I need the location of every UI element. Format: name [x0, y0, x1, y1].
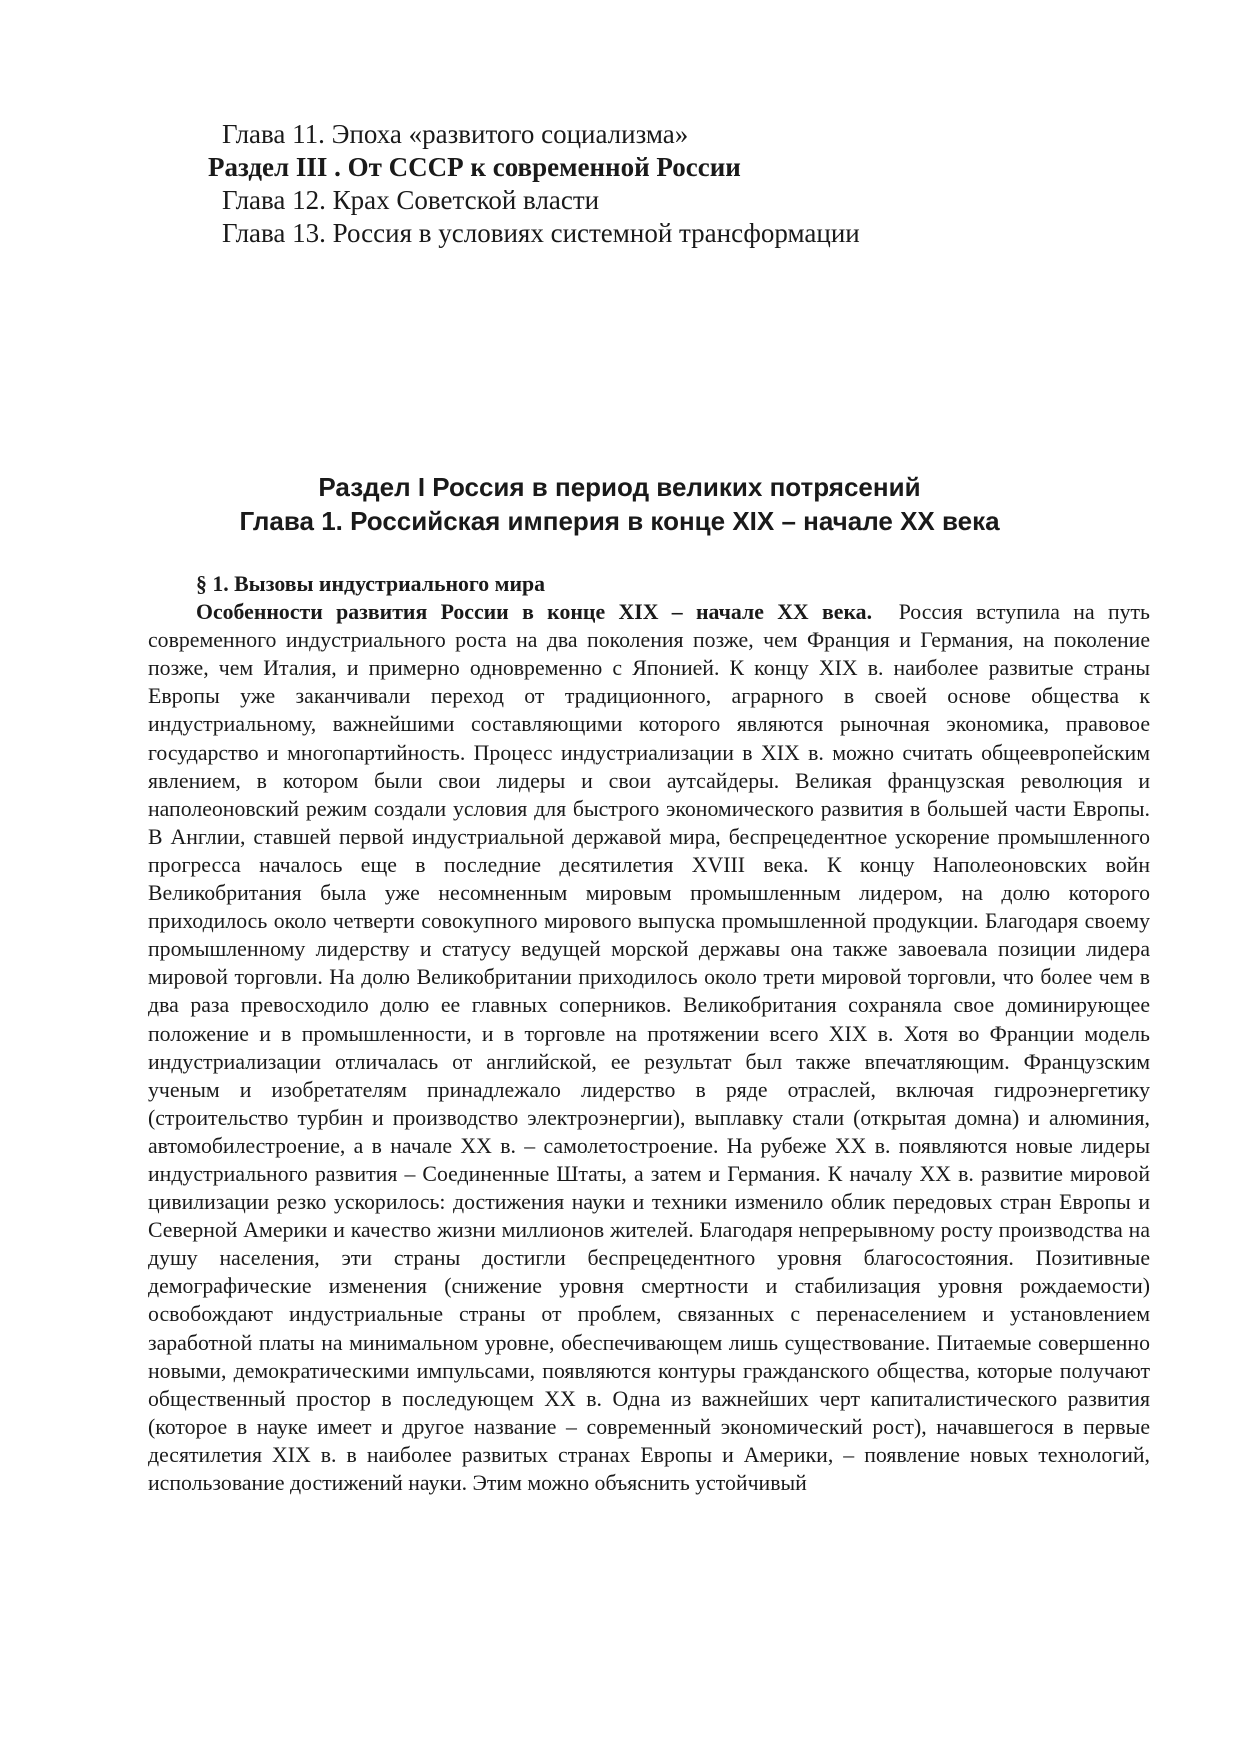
body-paragraph [148, 598, 1150, 1497]
toc-section-3: Раздел III . От СССР к современной России [208, 152, 741, 182]
toc-chapter-12: Глава 12. Крах Советской власти [222, 185, 600, 215]
headings-block [0, 470, 1239, 538]
section-heading: Раздел I Россия в период великих потрясений [318, 472, 921, 502]
body-text [148, 570, 1150, 1497]
paragraph-title: § 1. Вызовы индустриального мира [196, 572, 546, 596]
paragraph-text: Россия вступила на путь современного индустриального роста на два поколения позже, чем Франция и Германия, на поколение позже, чем Италия, и примерно одновременно с Японией. К концу XIX в. наиболее развитые страны Европы уже заканчивали переход от традиционного, аграрного в своей основе общества к индустриальному, важнейшими составляющими которого являются рыночная экономика, правовое государство и многопартийность. Процесс индустриализации в XIX в. можно считать общеевропейским явлением, в котором были свои лидеры и свои аутсайдеры. Великая французская революция и наполеоновский режим создали условия для быстрого экономического развития в большей части Европы. В Англии, ставшей первой индустриальной державой мира, беспрецедентное ускорение промышленного прогресса началось еще в последние десятилетия XVIII века. К концу Наполеоновских войн Великобритания была уже несомненным мировым промышленным лидером, на долю которого приходилось около четверти совокупного мирового выпуска промышленной продукции. Благодаря своему промышленному лидерству и статусу ведущей морской державы она также завоевала позиции лидера мировой торговли. На долю Великобритании приходилось около трети мировой торговли, что более чем в два раза превосходило долю ее главных соперников. Великобритания сохраняла свое доминирующее положение и в промышленности, и в торговле на протяжении всего XIX в. Хотя во Франции модель индустриализации отличалась от английской, ее результат был также впечатляющим. Французским ученым и изобретателям принадлежало лидерство в ряде отраслей, включая гидроэнергетику (строительство турбин и производство электроэнергии), выплавку стали (открытая домна) и алюминия, автомобилестроение, а в начале XX в. – самолетостроение. На рубеже XX в. появляются новые лидеры индустриального развития – Соединенные Штаты, а затем и Германия. К началу XX в. развитие мировой цивилизации резко ускорилось: достижения науки и техники изменило облик передовых стран Европы и Северной Америки и качество жизни миллионов жителей. Благодаря непрерывному росту производства на душу населения, эти страны достигли беспрецедентного уровня благосостояния. Позитивные демографические изменения (снижение уровня смертности и стабилизация уровня рождаемости) освобождают индустриальные страны от проблем, связанных с перенаселением и установлением заработной платы на минимальном уровне, обеспечивающем лишь существование. Питаемые совершенно новыми, демократическими импульсами, появляются контуры гражданского общества, которые получают общественный простор в последующем XX в. Одна из важнейших черт капиталистического развития (которое в науке имеет и другое название – современный экономический рост), начавшегося в первые десятилетия XIX в. в наиболее развитых странах Европы и Америки, – появление новых технологий, использование достижений науки. Этим можно объяснить устойчивый [148, 600, 1150, 1495]
chapter-heading: Глава 1. Российская империя в конце XIX – начале XX века [239, 506, 1000, 536]
table-of-contents [0, 118, 1239, 250]
toc-chapter-11: Глава 11. Эпоха «развитого социализма» [222, 119, 689, 149]
toc-chapter-13: Глава 13. Россия в условиях системной трансформации [222, 218, 860, 248]
paragraph-lead: Особенности развития России в конце XIX – начале XX века. [196, 600, 873, 625]
